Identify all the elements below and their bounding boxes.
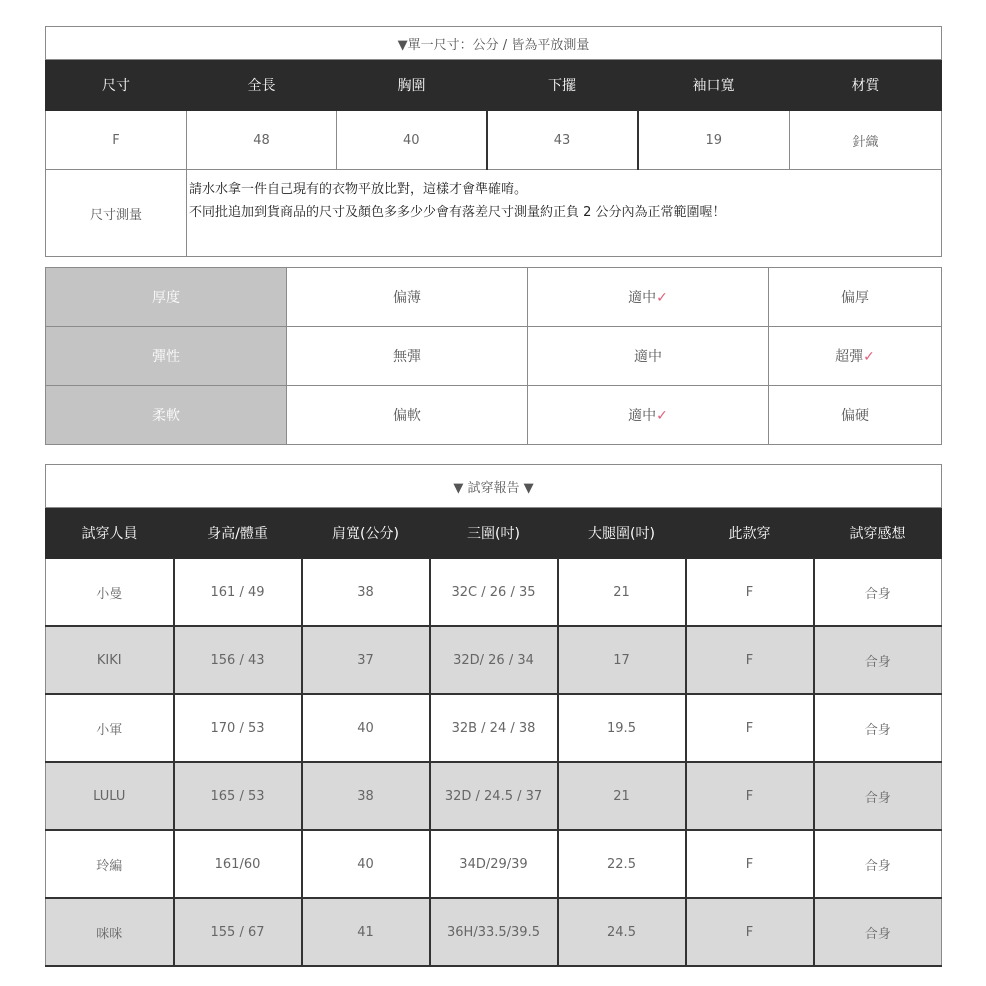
- check-icon: ✓: [863, 349, 875, 365]
- property-label: 彈性: [46, 327, 287, 386]
- fit-report-cell: 合身: [814, 694, 942, 762]
- fit-report-cell: 21: [558, 559, 686, 627]
- fit-report-cell: 40: [302, 830, 430, 898]
- property-option: [769, 327, 942, 386]
- property-option-label: 適中: [628, 408, 657, 424]
- fit-report-cell: 38: [302, 559, 430, 627]
- size-header-hem: 下擺: [487, 60, 638, 111]
- fit-report-cell: 合身: [814, 762, 942, 830]
- fit-report-cell: 161 / 49: [174, 559, 302, 627]
- fit-report-cell: 40: [302, 694, 430, 762]
- fit-report-cell: 小曼: [46, 559, 174, 627]
- fit-report-cell: 合身: [814, 830, 942, 898]
- size-header-size: 尺寸: [46, 60, 187, 111]
- size-value-material: 針織: [790, 111, 942, 170]
- property-option-label: 偏軟: [393, 408, 421, 424]
- fit-report-cell: F: [686, 559, 814, 627]
- fit-header: 此款穿: [686, 508, 814, 559]
- check-icon: ✓: [656, 290, 668, 306]
- fit-report-cell: F: [686, 898, 814, 966]
- fit-header: 肩寬(公分): [302, 508, 430, 559]
- property-option: [528, 327, 769, 386]
- property-option-label: 偏厚: [841, 290, 869, 306]
- size-header-chest: 胸圍: [337, 60, 487, 111]
- measure-note-line2: 不同批追加到貨商品的尺寸及顏色多多少少會有落差尺寸測量約正負 2 公分內為正常範圍喔！: [189, 205, 726, 220]
- check-icon: ✓: [656, 408, 668, 424]
- fit-report-row: [46, 898, 942, 966]
- fit-report-cell: 32C / 26 / 35: [430, 559, 558, 627]
- fit-header: 試穿人員: [46, 508, 174, 559]
- fit-report-caption: ▼ 試穿報告 ▼: [46, 465, 942, 508]
- fit-report-cell: 19.5: [558, 694, 686, 762]
- fit-report-row: [46, 626, 942, 694]
- property-option-label: 偏硬: [841, 408, 869, 424]
- property-row: [46, 386, 942, 445]
- fit-report-cell: 165 / 53: [174, 762, 302, 830]
- fit-report-row: [46, 559, 942, 627]
- fit-report-cell: F: [686, 830, 814, 898]
- property-option: [528, 386, 769, 445]
- fit-report-cell: KIKI: [46, 626, 174, 694]
- size-value-length: 48: [187, 111, 337, 170]
- fit-report-cell: F: [686, 762, 814, 830]
- fit-report-cell: F: [686, 694, 814, 762]
- fit-report-cell: 161/60: [174, 830, 302, 898]
- fit-report-cell: 咪咪: [46, 898, 174, 966]
- fit-report-cell: 合身: [814, 626, 942, 694]
- fit-report-cell: 21: [558, 762, 686, 830]
- measure-note-line1: 請水水拿一件自己現有的衣物平放比對，這樣才會準確唷。: [189, 182, 528, 197]
- fit-header: 三圍(吋): [430, 508, 558, 559]
- fit-report-cell: 156 / 43: [174, 626, 302, 694]
- size-value-hem: 43: [487, 111, 638, 170]
- fit-report-cell: 小軍: [46, 694, 174, 762]
- size-value-chest: 40: [337, 111, 487, 170]
- fit-report-cell: 34D/29/39: [430, 830, 558, 898]
- fit-report-cell: 36H/33.5/39.5: [430, 898, 558, 966]
- size-header-length: 全長: [187, 60, 337, 111]
- fit-report-cell: 41: [302, 898, 430, 966]
- fit-report-cell: 32D/ 26 / 34: [430, 626, 558, 694]
- fit-report-row: [46, 762, 942, 830]
- size-table: [45, 26, 942, 257]
- property-option: [528, 268, 769, 327]
- fit-report-cell: 32D / 24.5 / 37: [430, 762, 558, 830]
- size-value-cuff: 19: [638, 111, 790, 170]
- property-label: 柔軟: [46, 386, 287, 445]
- fit-header: 大腿圍(吋): [558, 508, 686, 559]
- property-option: [287, 327, 528, 386]
- fit-header: 身高/體重: [174, 508, 302, 559]
- size-header-cuff: 袖口寬: [638, 60, 790, 111]
- property-row: [46, 268, 942, 327]
- fit-header: 試穿感想: [814, 508, 942, 559]
- fit-report-cell: 155 / 67: [174, 898, 302, 966]
- fit-report-cell: 玲編: [46, 830, 174, 898]
- fit-report-cell: 22.5: [558, 830, 686, 898]
- size-header-material: 材質: [790, 60, 942, 111]
- size-table-caption: ▼單一尺寸：公分 / 皆為平放測量: [46, 27, 942, 60]
- fit-report-row: [46, 694, 942, 762]
- property-option: [769, 268, 942, 327]
- property-option-label: 適中: [634, 349, 662, 365]
- property-option-label: 超彈: [835, 349, 864, 365]
- property-label: 厚度: [46, 268, 287, 327]
- fit-report-cell: 合身: [814, 898, 942, 966]
- fit-report-cell: 38: [302, 762, 430, 830]
- property-option-label: 無彈: [393, 349, 421, 365]
- fit-report-cell: 24.5: [558, 898, 686, 966]
- property-option: [287, 268, 528, 327]
- fit-report-cell: F: [686, 626, 814, 694]
- property-option-label: 偏薄: [393, 290, 421, 306]
- property-row: [46, 327, 942, 386]
- fit-report-row: [46, 830, 942, 898]
- fit-report-cell: LULU: [46, 762, 174, 830]
- fabric-properties-table: [45, 267, 942, 445]
- fit-report-cell: 37: [302, 626, 430, 694]
- fit-report-cell: 合身: [814, 559, 942, 627]
- property-option: [769, 386, 942, 445]
- property-option: [287, 386, 528, 445]
- fit-report-cell: 17: [558, 626, 686, 694]
- fit-report-cell: 32B / 24 / 38: [430, 694, 558, 762]
- size-value-size: F: [46, 111, 187, 170]
- property-option-label: 適中: [628, 290, 657, 306]
- fit-report-table: [45, 464, 942, 967]
- fit-report-cell: 170 / 53: [174, 694, 302, 762]
- measure-label: 尺寸測量: [46, 170, 187, 257]
- measure-note: [187, 170, 942, 257]
